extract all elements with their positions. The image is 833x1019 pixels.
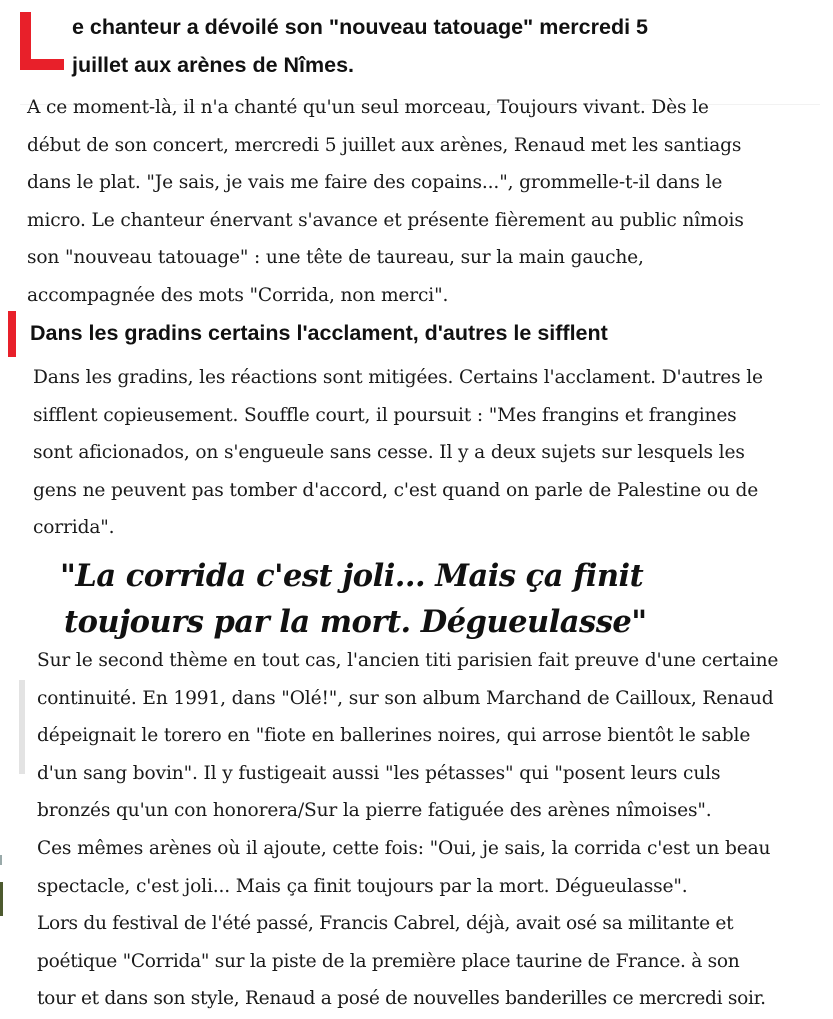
- text-line: micro. Le chanteur énervant s'avance et présente fièrement au public nîmois: [27, 209, 744, 231]
- pull-quote-line: toujours par la mort. Dégueulasse": [64, 604, 647, 640]
- lead-text: [72, 8, 812, 84]
- text-line: son "nouveau tatouage" : une tête de taureau, sur la main gauche,: [27, 247, 644, 269]
- lead-line: juillet aux arènes de Nîmes.: [72, 53, 355, 77]
- paragraph-2: [33, 359, 823, 547]
- drop-cap-letter-l: [20, 12, 64, 70]
- text-line: gens ne peuvent pas tomber d'accord, c'est quand on parle de Palestine ou de: [33, 479, 759, 501]
- text-line: dans le plat. "Je sais, je vais me faire des copains...", grommelle-t-il dans le: [27, 172, 723, 194]
- pull-quote: [60, 553, 820, 645]
- text-line: accompagnée des mots "Corrida, non merci".: [27, 284, 449, 306]
- text-line: Dans les gradins, les réactions sont mitigées. Certains l'acclament. D'autres le: [33, 367, 763, 388]
- text-line: poétique "Corrida" sur la piste de la première place taurine de France. à son: [37, 950, 740, 972]
- text-line: Ces mêmes arènes où il ajoute, cette fois: "Oui, je sais, la corrida c'est un beau: [37, 838, 771, 859]
- text-line: sont aficionados, on s'engueule sans cesse. Il y a deux sujets sur lesquels les: [33, 442, 745, 464]
- text-line: Sur le second thème en tout cas, l'ancien titi parisien fait preuve d'une certaine: [37, 650, 779, 671]
- lead-line: e chanteur a dévoilé son "nouveau tatouage" mercredi 5: [72, 15, 648, 39]
- paragraph-4: [37, 830, 827, 905]
- text-line: tour et dans son style, Renaud a posé de nouvelles banderilles ce mercredi soir.: [37, 988, 766, 1010]
- pull-quote-line: "La corrida c'est joli... Mais ça finit: [60, 558, 644, 594]
- text-line: spectacle, c'est joli... Mais ça finit toujours par la mort. Dégueulasse".: [37, 875, 688, 897]
- text-line: d'un sang bovin". Il y fustigeait aussi "les pétasses" qui "posent leurs culs: [37, 762, 721, 784]
- text-line: bronzés qu'un con honorera/Sur la pierre fatiguée des arènes nîmoises".: [37, 800, 712, 822]
- subheading-accent-bar: [8, 311, 16, 357]
- text-line: dépeignait le torero en "fiote en ballerines noires, qui arrose bientôt le sable: [37, 725, 751, 747]
- paragraph-1: [27, 89, 817, 315]
- text-line: A ce moment-là, il n'a chanté qu'un seul morceau, Toujours vivant. Dès le: [27, 97, 709, 118]
- text-line: Lors du festival de l'été passé, Francis Cabrel, déjà, avait osé sa militante et: [37, 913, 734, 934]
- text-line: sifflent copieusement. Souffle court, il poursuit : "Mes frangins et frangines: [33, 404, 737, 426]
- text-line: continuité. En 1991, dans "Olé!", sur son album Marchand de Cailloux, Renaud: [37, 687, 774, 709]
- side-rule: [19, 680, 25, 774]
- subheading: Dans les gradins certains l'acclament, d'autres le sifflent: [30, 321, 608, 345]
- text-line: début de son concert, mercredi 5 juillet aux arènes, Renaud met les santiags: [27, 134, 742, 156]
- edge-mark: [0, 855, 2, 865]
- text-line: corrida".: [33, 517, 115, 539]
- edge-mark: [0, 882, 3, 916]
- paragraph-3: [37, 642, 827, 830]
- paragraph-5: [37, 905, 832, 1018]
